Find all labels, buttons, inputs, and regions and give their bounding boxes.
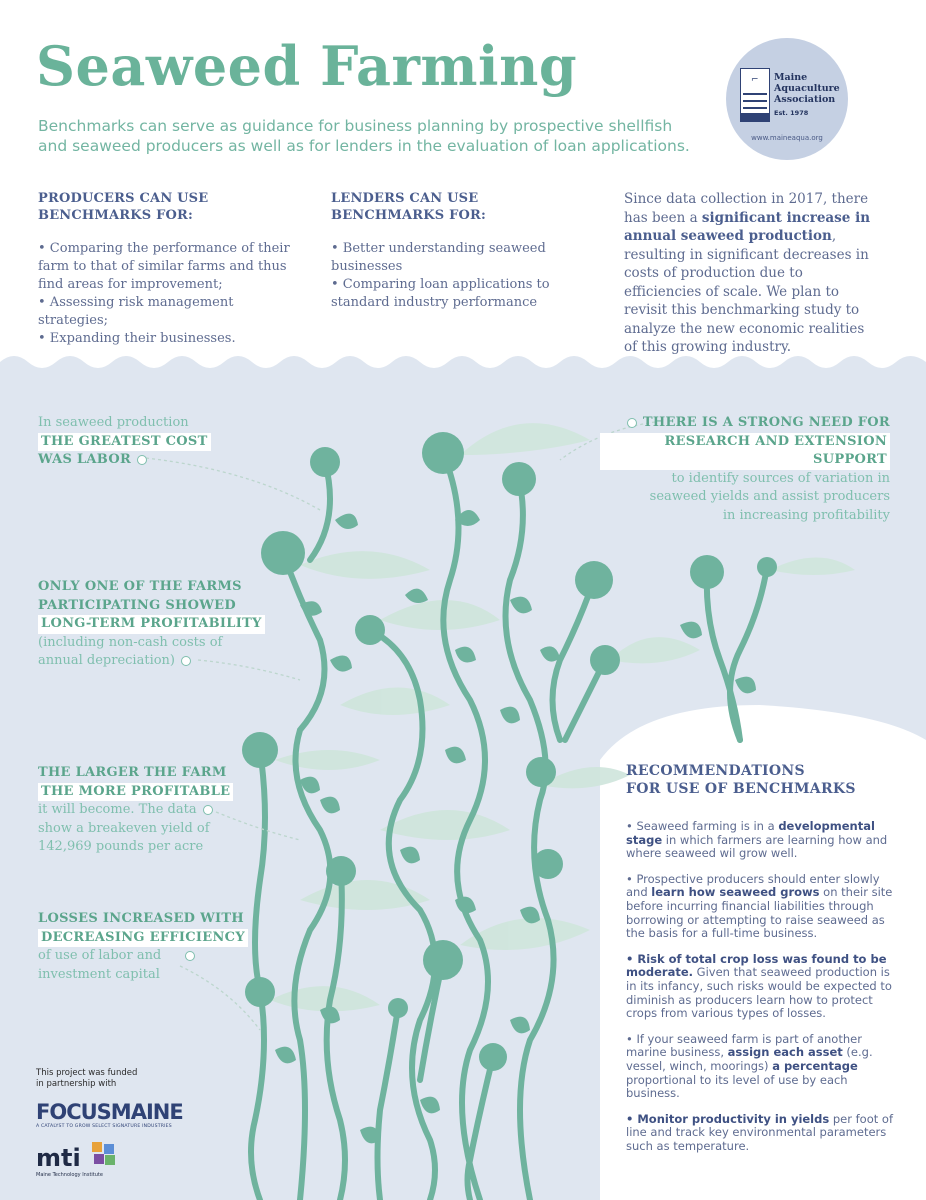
list-item: • Comparing the performance of their farm to that of similar farms and thus find areas for improvement; [38,241,290,292]
mti-puzzle-icon [90,1140,118,1168]
recommendation-item: • Monitor productivity in yields per foot of line and track key environmental parameters such as temperature. [626,1111,894,1153]
bird-icon: ⌐ [751,75,759,85]
focusmaine-logo: FOCUSMAINE [36,1100,183,1124]
mti-logo: mti [36,1144,81,1172]
list-item: • Assessing risk management strategies; [38,295,234,328]
producers-heading: PRODUCERS CAN USE BENCHMARKS FOR: [38,191,209,223]
recommendations-heading: RECOMMENDATIONS FOR USE OF BENCHMARKS [626,763,856,797]
fact-profitability: ONLY ONE OF THE FARMS PARTICIPATING SHOWED LONG-TERM PROFITABILITY (including non-cash costs of annual depreciation) [38,578,265,671]
lenders-heading: LENDERS CAN USE BENCHMARKS FOR: [331,191,487,223]
list-item: • Comparing loan applications to standard industry performance [331,277,550,310]
logo-name: Maine Aquaculture Association [774,72,840,105]
recommendation-item: • Seaweed farming is in a developmental stage in which farmers are learning how and where seaweed wil grow well. [626,819,888,861]
logo-url: www.maineaqua.org [751,134,823,142]
intro-text: Benchmarks can serve as guidance for business planning by prospective shellfish and seaweed producers as well as for lenders in the evaluation of loan applications. [38,117,690,155]
fact-labor: In seaweed production THE GREATEST COST WAS LABOR [38,414,211,470]
logo-est: Est. 1978 [774,109,809,117]
mti-subtitle: Maine Technology Institute [36,1172,103,1178]
fact-research: THERE IS A STRONG NEED FOR RESEARCH AND EXTENSION SUPPORT to identify sources of variation in seaweed yields and assist producers in increasing profitability [600,414,890,525]
recommendation-item: • Prospective producers should enter slowly and learn how seaweed grows on their site before incurring financial liabilities through borrowing or attempting to raise seaweed as the basis for a full-time business. [626,871,893,941]
connector-dot-icon [203,805,213,815]
production-increase-text: Since data collection in 2017, there has been a significant increase in annual seaweed production, resulting in significant decreases in costs of production due to efficiencies of scale. We plan to revisit this benchmarking study to analyze the new economic realities of this growing industry. [624,191,871,355]
list-item: • Better understanding seaweed businesses [331,241,546,274]
page-title: Seaweed Farming [36,34,578,98]
connector-dot-icon [181,656,191,666]
recommendation-item: • Risk of total crop loss was found to be moderate. Given that seaweed production is in its infancy, such risks would be expected to diminish as producers learn how to protect crops from various types of losses. [626,951,892,1021]
recommendations [626,762,896,1165]
fact-losses: LOSSES INCREASED WITH DECREASING EFFICIENCY of use of labor and investment capital [38,910,248,984]
list-item: • Expanding their businesses. [38,331,236,346]
connector-dot-icon [137,455,147,465]
recommendation-item: • If your seaweed farm is part of another marine business, assign each asset (e.g. vessel, winch, moorings) a percentage proportional to its level of use by each business. [626,1031,873,1101]
connector-dot-icon [185,951,195,961]
fact-larger-farm: THE LARGER THE FARM THE MORE PROFITABLE it will become. The data show a breakeven yield of 142,969 pounds per acre [38,764,233,857]
focusmaine-tagline: A CATALYST TO GROW SELECT SIGNATURE INDUSTRIES [36,1124,172,1129]
connector-dot-icon [627,418,637,428]
funding-note: This project was funded in partnership with [36,1068,138,1089]
